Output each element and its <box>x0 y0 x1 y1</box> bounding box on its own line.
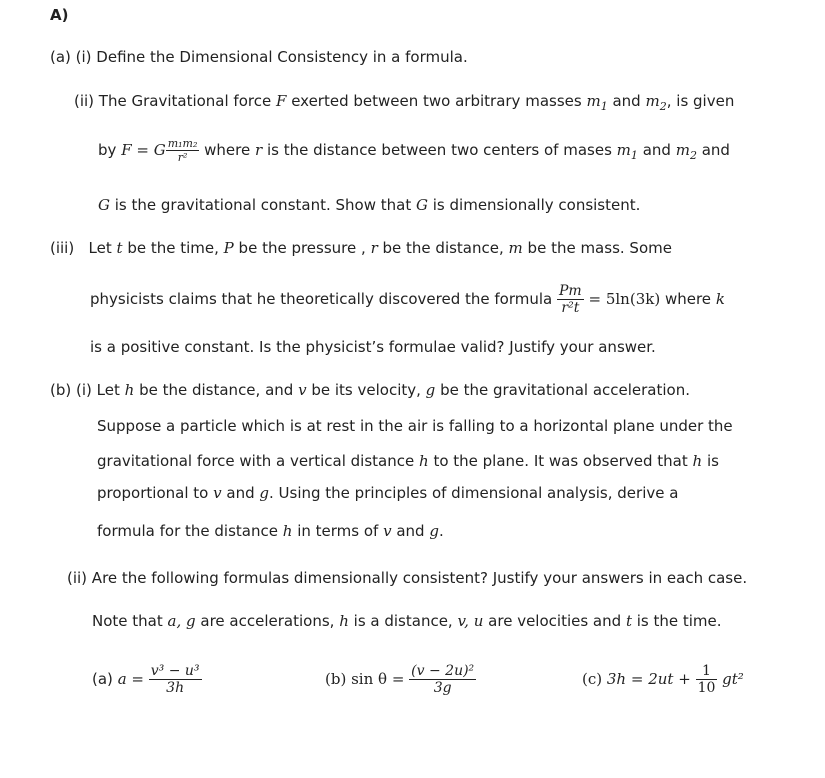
math-h: h <box>339 612 349 630</box>
math-r: r <box>370 239 378 257</box>
fraction-denominator: r² <box>177 151 188 164</box>
text: be the mass. Some <box>527 239 672 257</box>
math-lhs: sin θ = <box>351 670 405 688</box>
text: where <box>204 141 251 159</box>
math-F: F <box>276 92 287 110</box>
math-eq-lhs: F = G <box>121 141 166 159</box>
question-a-iii-line3: is a positive constant. Is the physicist’s formulae valid? Justify your answer. <box>90 338 656 356</box>
text: (b) (i) Let <box>50 381 120 399</box>
math-m1: m <box>616 141 631 159</box>
math-m: m <box>508 239 523 257</box>
text: and <box>396 522 425 540</box>
text: gravitational force with a vertical distance <box>97 452 415 470</box>
formula-label: (b) <box>325 670 347 688</box>
math-m2: m <box>645 92 660 110</box>
text: be its velocity, <box>311 381 421 399</box>
math-v: v <box>213 484 222 502</box>
section-heading: A) <box>50 6 69 24</box>
text: . Using the principles of dimensional analysis, derive a <box>269 484 679 502</box>
text: be the distance, <box>382 239 504 257</box>
text: where <box>664 290 712 308</box>
text: is the time. <box>636 612 722 630</box>
math-h: h <box>419 452 429 470</box>
text: Note that <box>92 612 163 630</box>
question-b-ii-line1: (ii) Are the following formulas dimensionally consistent? Justify your answers in each case. <box>67 569 748 587</box>
text: be the pressure , <box>238 239 366 257</box>
text: are velocities and <box>488 612 622 630</box>
fraction-numerator: m₁m₂ <box>167 137 198 150</box>
formula-label: (c) <box>582 670 603 688</box>
text: are accelerations, <box>200 612 335 630</box>
math-tail: gt² <box>722 670 744 688</box>
text: is <box>706 452 719 470</box>
text: be the gravitational acceleration. <box>440 381 690 399</box>
formula-b <box>325 664 476 695</box>
text: formula for the distance <box>97 522 278 540</box>
math-t: t <box>116 239 123 257</box>
math-G: G <box>98 196 110 214</box>
text: and <box>612 92 641 110</box>
question-a-ii-line2 <box>98 138 730 163</box>
label: (iii) <box>50 239 75 257</box>
gravity-fraction <box>166 138 200 163</box>
fraction-numerator: Pm <box>559 283 582 299</box>
math-rhs: = 5ln(3k) <box>588 290 661 308</box>
math-h: h <box>692 452 703 470</box>
text: (ii) The Gravitational force <box>74 92 272 110</box>
text: exerted between two arbitrary masses <box>291 92 582 110</box>
question-b-i-line2: Suppose a particle which is at rest in the air is falling to a horizontal plane under the <box>97 417 733 435</box>
fraction-denominator: 3g <box>433 680 452 696</box>
fraction-denominator: 3h <box>166 680 185 696</box>
question-b-i-line3 <box>97 454 719 469</box>
math-t: t <box>625 612 632 630</box>
fraction-numerator: (v − 2u)² <box>411 663 475 679</box>
text: Let <box>88 239 112 257</box>
question-b-i-line1 <box>50 383 690 398</box>
math-P: P <box>223 239 234 257</box>
text: in terms of <box>297 522 379 540</box>
question-a-i: (a) (i) Define the Dimensional Consistency in a formula. <box>50 48 468 66</box>
formula-a-fraction <box>149 664 202 695</box>
math-sub2: 2 <box>689 149 697 162</box>
math-v: v <box>298 381 307 399</box>
math-G: G <box>416 196 428 214</box>
math-vu: v, u <box>457 612 484 630</box>
physicist-fraction <box>557 284 584 315</box>
question-a-ii-line1 <box>74 94 734 112</box>
formula-a <box>92 664 202 695</box>
question-a-ii-line3 <box>98 198 640 213</box>
math-g: g <box>259 484 269 502</box>
text: and <box>701 141 730 159</box>
text: be the distance, and <box>139 381 294 399</box>
math-h: h <box>124 381 135 399</box>
question-b-i-line4 <box>97 486 678 501</box>
formula-label: (a) <box>92 670 113 688</box>
math-v: v <box>383 522 392 540</box>
text: and <box>226 484 255 502</box>
text: by <box>98 141 117 159</box>
math-g: g <box>425 381 436 399</box>
math-sub1: 1 <box>600 100 608 113</box>
text: physicists claims that he theoretically discovered the formula <box>90 290 553 308</box>
fraction-numerator: 1 <box>696 664 718 680</box>
text: is the distance between two centers of mases <box>266 141 612 159</box>
math-k: k <box>715 290 725 308</box>
question-a-iii-line2 <box>90 284 725 315</box>
text: and <box>642 141 671 159</box>
math-sub1: 1 <box>630 149 638 162</box>
math-r: r <box>255 141 263 159</box>
text: is a distance, <box>353 612 453 630</box>
fraction-denominator: r²t <box>561 300 580 316</box>
math-lhs: a = <box>117 670 144 688</box>
text: be the time, <box>127 239 219 257</box>
text: is the gravitational constant. Show that <box>114 196 412 214</box>
text: proportional to <box>97 484 209 502</box>
math-g: g <box>429 522 439 540</box>
text: is dimensionally consistent. <box>432 196 641 214</box>
text: to the plane. It was observed that <box>433 452 688 470</box>
fraction-denominator: 10 <box>697 680 716 696</box>
math-m2: m <box>675 141 690 159</box>
fraction-numerator: v³ − u³ <box>150 663 200 679</box>
formula-b-fraction <box>409 664 476 695</box>
question-a-iii-line1 <box>50 241 672 256</box>
question-b-ii-line2 <box>92 614 722 629</box>
formula-c-fraction <box>696 664 718 695</box>
math-lhs: 3h = 2ut + <box>606 670 691 688</box>
question-b-i-line5 <box>97 524 444 539</box>
text: , is given <box>666 92 735 110</box>
math-ag: a, g <box>167 612 196 630</box>
math-sub2: 2 <box>659 100 667 113</box>
text: . <box>438 522 444 540</box>
formula-c <box>582 664 744 695</box>
math-m1: m <box>586 92 601 110</box>
math-h: h <box>282 522 293 540</box>
